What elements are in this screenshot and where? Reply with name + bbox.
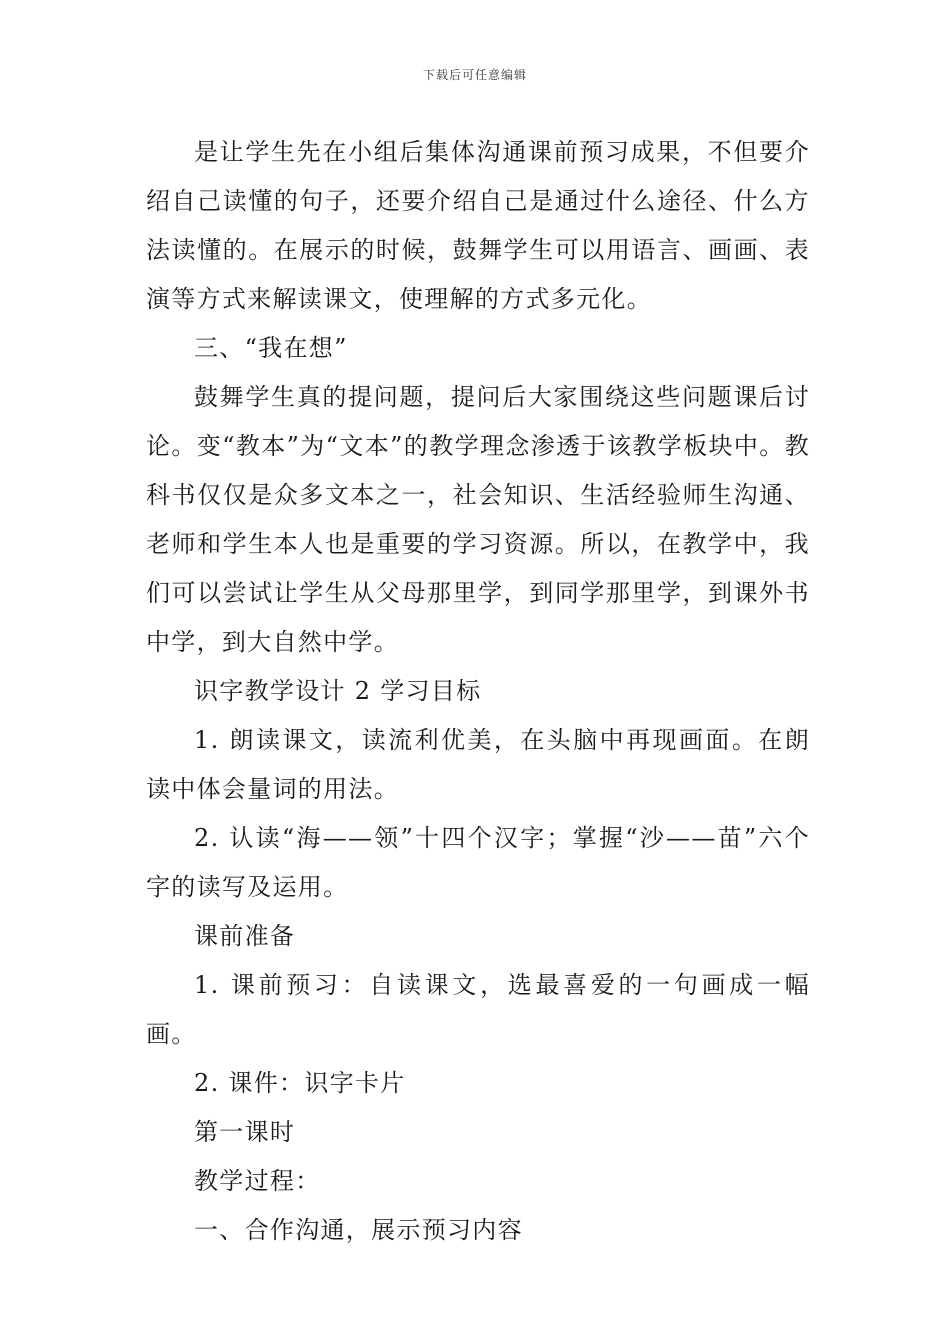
section-heading: 三、“我在想” [194,334,348,362]
list-item: 1. 朗读课文，读流利优美，在头脑中再现画面。在朗读中体会量词的用法。 [146,726,810,803]
list-item: 1. 课前预习：自读课文，选最喜爱的一句画成一幅画。 [146,971,810,1048]
section-heading: 一、合作沟通，展示预习内容 [194,1216,523,1244]
document-body [146,128,810,1255]
page-header: 下载后可任意编辑 [422,68,527,82]
list-item: 2. 认读“海——领”十四个汉字；掌握“沙——苗”六个字的读写及运用。 [146,824,810,901]
section-heading: 第一课时 [194,1118,296,1146]
section-heading: 课前准备 [194,922,296,950]
list-item: 2. 课件：识字卡片 [194,1069,406,1097]
paragraph: 是让学生先在小组后集体沟通课前预习成果，不但要介绍自己读懂的句子，还要介绍自己是通过什么途径、什么方法读懂的。在展示的时候，鼓舞学生可以用语言、画画、表演等方式来解读课文，使理解的方式多元化。 [146,138,810,313]
paragraph: 鼓舞学生真的提问题，提问后大家围绕这些问题课后讨论。变“教本”为“文本”的教学理念渗透于该教学板块中。教科书仅仅是众多文本之一，社会知识、生活经验师生沟通、老师和学生本人也是重要的学习资源。所以，在教学中，我们可以尝试让学生从父母那里学，到同学那里学，到课外书中学，到大自然中学。 [146,383,810,656]
section-heading: 识字教学设计 2 学习目标 [194,677,482,705]
section-heading: 教学过程： [194,1167,321,1195]
